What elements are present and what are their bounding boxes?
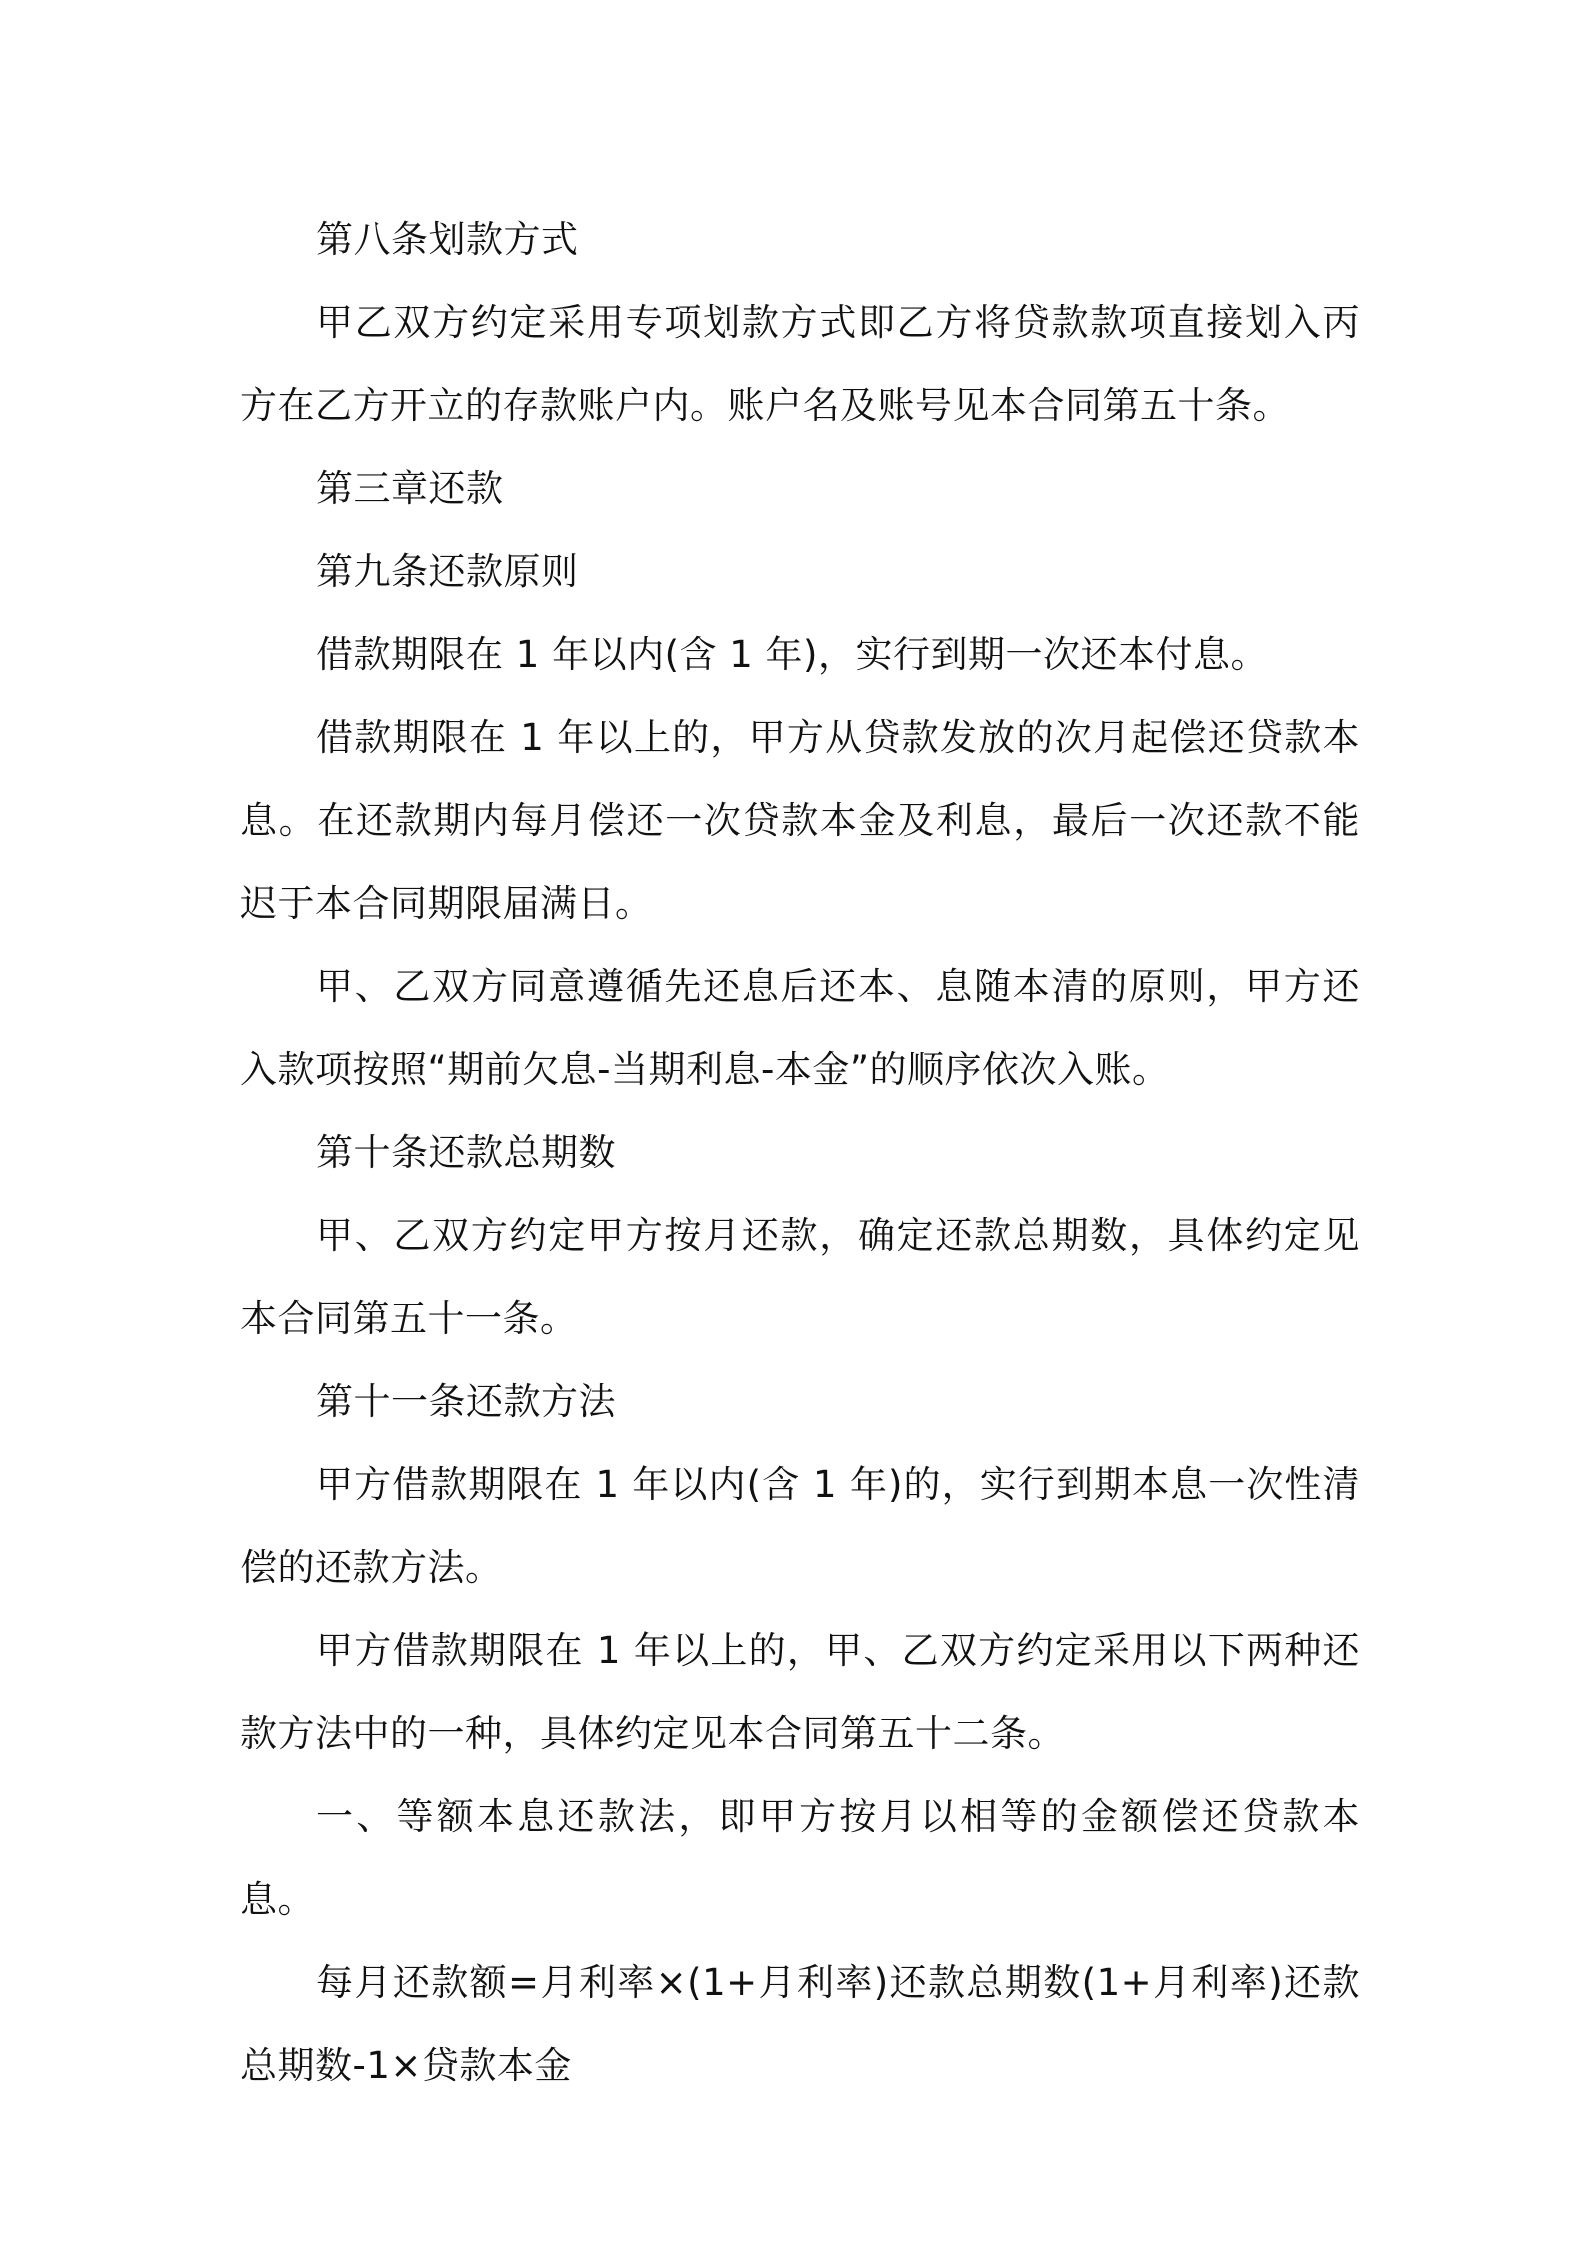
article-8-text: 甲乙双方约定采用专项划款方式即乙方将贷款款项直接划入丙方在乙方开立的存款账户内。账户名及账号见本合同第五十条。 bbox=[240, 301, 1360, 427]
article-9-paragraph-1: 借款期限在 1 年以内(含 1 年)，实行到期一次还本付息。 bbox=[316, 633, 1268, 676]
article-8-heading: 第八条划款方式 bbox=[316, 218, 579, 261]
document-body bbox=[240, 198, 1360, 2107]
article-9-heading: 第九条还款原则 bbox=[316, 550, 579, 593]
monthly-payment-formula: 每月还款额=月利率×(1+月利率)还款总期数(1+月利率)还款总期数-1×贷款本金 bbox=[240, 1961, 1360, 2087]
article-10-text: 甲、乙双方约定甲方按月还款，确定还款总期数，具体约定见本合同第五十一条。 bbox=[240, 1214, 1360, 1340]
article-9-paragraph-3: 甲、乙双方同意遵循先还息后还本、息随本清的原则，甲方还入款项按照“期前欠息-当期利息-本金”的顺序依次入账。 bbox=[240, 965, 1360, 1091]
chapter-3-heading: 第三章还款 bbox=[316, 467, 504, 510]
article-11-heading: 第十一条还款方法 bbox=[316, 1380, 616, 1423]
article-11-paragraph-1: 甲方借款期限在 1 年以内(含 1 年)的，实行到期本息一次性清偿的还款方法。 bbox=[240, 1463, 1360, 1589]
article-10-heading: 第十条还款总期数 bbox=[316, 1131, 616, 1174]
article-9-paragraph-2: 借款期限在 1 年以上的，甲方从贷款发放的次月起偿还贷款本息。在还款期内每月偿还一次贷款本金及利息，最后一次还款不能迟于本合同期限届满日。 bbox=[240, 716, 1360, 925]
repayment-method-1: 一、等额本息还款法，即甲方按月以相等的金额偿还贷款本息。 bbox=[240, 1795, 1360, 1921]
article-11-paragraph-2: 甲方借款期限在 1 年以上的，甲、乙双方约定采用以下两种还款方法中的一种，具体约定见本合同第五十二条。 bbox=[240, 1629, 1360, 1755]
